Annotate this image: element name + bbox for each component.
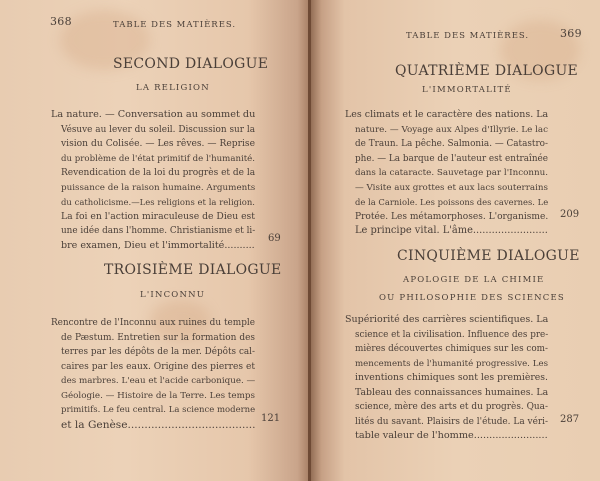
entry-line: caires par les eaux. Origine des pierres et <box>61 361 255 372</box>
entry-line: et la Genèse...................................... <box>61 418 256 431</box>
section-subtitle: APOLOGIE DE LA CHIMIE <box>403 275 545 285</box>
entry-line: de la Carniole. Les poissons des cavernes. Le <box>355 197 549 207</box>
entry-line: Rencontre de l'Inconnu aux ruines du temple <box>51 318 255 328</box>
section-entry <box>345 313 548 444</box>
entry-line: dans la cataracte. Sauvetage par l'Inconnu. <box>355 168 548 178</box>
entry-line: Revendication de la loi du progrès et de la <box>61 168 256 178</box>
entry-page-number: 121 <box>261 413 281 424</box>
entry-page-number: 69 <box>268 233 281 244</box>
entry-line: table valeur de l'homme........................ <box>355 430 548 441</box>
book-gutter <box>308 0 311 481</box>
running-head: TABLE DES MATIÈRES. <box>406 31 530 41</box>
entry-line: La nature. — Conversation au sommet du <box>51 109 256 120</box>
entry-line: du problème de l'état primitif de l'humanité. <box>61 153 255 164</box>
section-entry <box>51 108 255 253</box>
section-entry <box>345 108 548 239</box>
section-title: SECOND DIALOGUE <box>113 56 269 72</box>
entry-line: du catholicisme.—Les religions et la religion. <box>61 197 255 207</box>
entry-line: vision du Colisée. — Les rêves. — Reprise <box>61 139 255 149</box>
entry-page-number: 209 <box>560 209 580 220</box>
entry-line: science, mère des arts et du progrès. Qua- <box>355 402 548 412</box>
section-subtitle: OU PHILOSOPHIE DES SCIENCES <box>379 293 565 303</box>
entry-line: phe. — La barque de l'auteur est entraînée <box>355 153 548 164</box>
entry-line: mières découvertes chimiques sur les com- <box>355 344 549 354</box>
entry-line: Vésuve au lever du soleil. Discussion sur la <box>61 124 255 135</box>
section-subtitle: LA RELIGION <box>136 83 210 93</box>
entry-line: inventions chimiques sont les premières. <box>355 372 548 383</box>
entry-line: une idée dans l'homme. Christianisme et li- <box>61 226 256 236</box>
entry-line: Supériorité des carrières scientifiques. La <box>345 314 549 325</box>
section-title: QUATRIÈME DIALOGUE <box>395 63 579 79</box>
section-entry <box>51 316 255 432</box>
entry-line: de Traun. La pêche. Salmonia. — Catastro- <box>355 139 548 149</box>
section-subtitle: L'INCONNU <box>140 290 206 300</box>
entry-line: puissance de la raison humaine. Arguments <box>61 182 256 193</box>
entry-line: — Visite aux grottes et aux lacs souterrains <box>355 182 548 193</box>
entry-line: terres par les dépôts de la mer. Dépôts cal- <box>61 347 255 357</box>
section-title: TROISIÈME DIALOGUE <box>104 262 282 278</box>
page-number: 368 <box>50 15 72 28</box>
page-number: 369 <box>560 27 582 40</box>
section-title: CINQUIÈME DIALOGUE <box>397 248 580 264</box>
entry-line: Le principe vital. L'âme........................ <box>355 225 548 236</box>
entry-line: mencements de l'humanité progressive. Les <box>355 358 548 369</box>
entry-line: science et la civilisation. Influence des pre- <box>355 329 549 340</box>
entry-line: Géologie. — Histoire de la Terre. Les temps <box>61 390 255 401</box>
entry-line: des marbres. L'eau et l'acide carbonique. — <box>61 376 256 386</box>
entry-line: Les climats et le caractère des nations. La <box>345 109 549 120</box>
entry-line: lités du savant. Plaisirs de l'étude. La véri- <box>355 416 548 427</box>
entry-line: Protée. Les métamorphoses. L'organisme. <box>355 211 549 222</box>
entry-line: nature. — Voyage aux Alpes d'Illyrie. Le lac <box>355 124 548 135</box>
running-head: TABLE DES MATIÈRES. <box>113 20 237 30</box>
entry-line: bre examen, Dieu et l'immortalité.......... <box>61 239 255 251</box>
entry-page-number: 287 <box>560 414 580 425</box>
entry-line: La foi en l'action miraculeuse de Dieu est <box>61 210 255 222</box>
right-page <box>310 0 600 481</box>
entry-line: de Pæstum. Entretien sur la formation des <box>61 332 255 343</box>
entry-line: primitifs. Le feu central. La science moderne <box>61 405 256 415</box>
section-subtitle: L'IMMORTALITÉ <box>422 85 512 95</box>
entry-line: Tableau des connaissances humaines. La <box>355 386 549 398</box>
